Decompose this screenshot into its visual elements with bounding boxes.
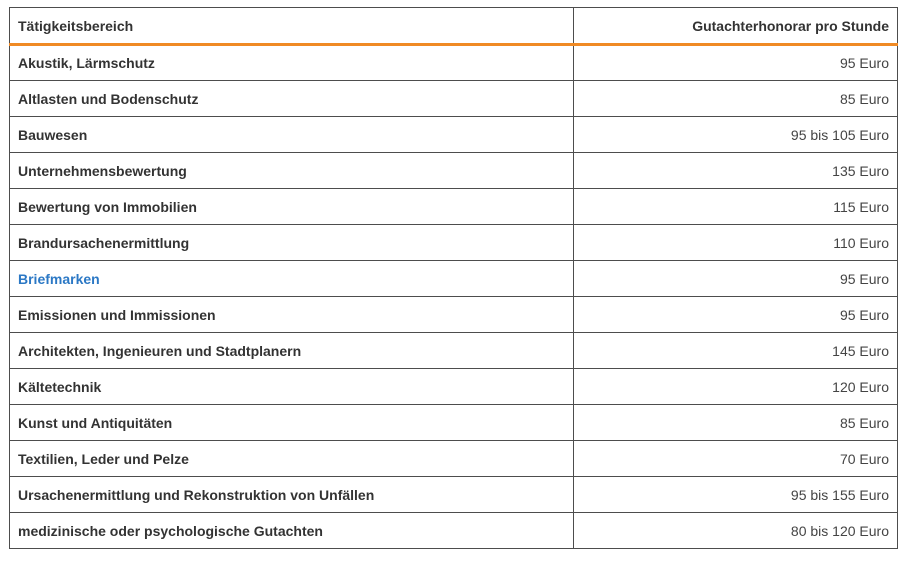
fee-table-container (9, 7, 898, 549)
cell-area: Bauwesen (10, 117, 574, 153)
table-row (10, 189, 898, 225)
table-row (10, 405, 898, 441)
cell-fee: 95 bis 105 Euro (574, 117, 898, 153)
table-row (10, 225, 898, 261)
cell-area: medizinische oder psychologische Gutachten (10, 513, 574, 549)
cell-fee: 95 Euro (574, 261, 898, 297)
cell-fee: 85 Euro (574, 81, 898, 117)
cell-fee: 95 bis 155 Euro (574, 477, 898, 513)
cell-fee: 135 Euro (574, 153, 898, 189)
table-row (10, 297, 898, 333)
table-row (10, 513, 898, 549)
cell-fee: 115 Euro (574, 189, 898, 225)
table-row (10, 441, 898, 477)
table-row (10, 81, 898, 117)
table-row (10, 153, 898, 189)
table-row (10, 261, 898, 297)
cell-area[interactable] (10, 261, 574, 297)
cell-fee: 110 Euro (574, 225, 898, 261)
cell-fee: 70 Euro (574, 441, 898, 477)
cell-area: Architekten, Ingenieuren und Stadtplanern (10, 333, 574, 369)
table-row (10, 117, 898, 153)
fee-table (9, 7, 898, 549)
cell-area: Kältetechnik (10, 369, 574, 405)
cell-fee: 85 Euro (574, 405, 898, 441)
column-header-area: Tätigkeitsbereich (10, 8, 574, 45)
cell-area: Altlasten und Bodenschutz (10, 81, 574, 117)
cell-area: Brandursachenermittlung (10, 225, 574, 261)
cell-area: Akustik, Lärmschutz (10, 45, 574, 81)
cell-area: Kunst und Antiquitäten (10, 405, 574, 441)
cell-fee: 95 Euro (574, 297, 898, 333)
cell-area: Textilien, Leder und Pelze (10, 441, 574, 477)
column-header-fee: Gutachterhonorar pro Stunde (574, 8, 898, 45)
table-row (10, 369, 898, 405)
cell-area: Ursachenermittlung und Rekonstruktion von Unfällen (10, 477, 574, 513)
header-row (10, 8, 898, 45)
cell-fee: 80 bis 120 Euro (574, 513, 898, 549)
cell-fee: 95 Euro (574, 45, 898, 81)
cell-area: Unternehmensbewertung (10, 153, 574, 189)
cell-fee: 120 Euro (574, 369, 898, 405)
table-row (10, 477, 898, 513)
area-link[interactable]: Briefmarken (18, 270, 100, 287)
cell-area: Bewertung von Immobilien (10, 189, 574, 225)
cell-fee: 145 Euro (574, 333, 898, 369)
table-header (10, 8, 898, 45)
table-row (10, 333, 898, 369)
cell-area: Emissionen und Immissionen (10, 297, 574, 333)
table-row (10, 45, 898, 81)
table-body (10, 45, 898, 549)
